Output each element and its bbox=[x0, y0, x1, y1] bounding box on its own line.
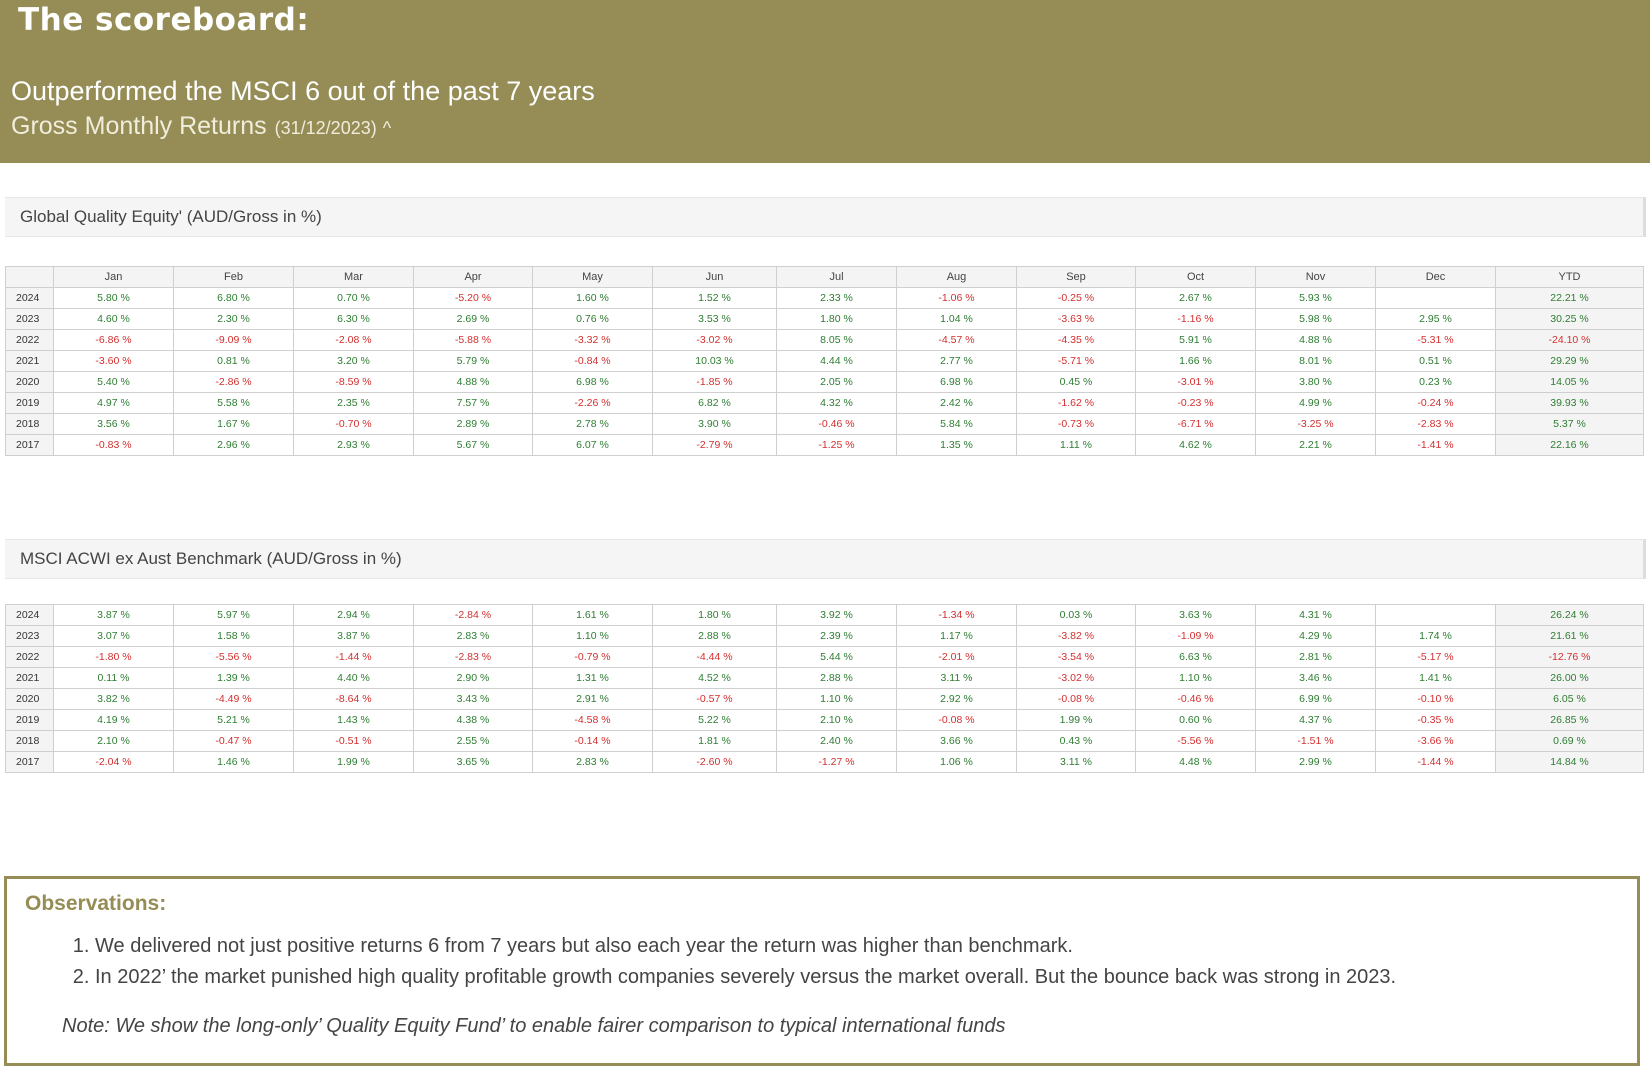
return-cell: 0.23 % bbox=[1376, 372, 1496, 393]
column-header: Nov bbox=[1256, 267, 1376, 288]
ytd-cell: 21.61 % bbox=[1496, 626, 1644, 647]
year-cell: 2023 bbox=[6, 309, 54, 330]
return-cell: 6.30 % bbox=[294, 309, 414, 330]
return-cell: 3.53 % bbox=[653, 309, 777, 330]
return-cell: 4.31 % bbox=[1256, 605, 1376, 626]
return-cell: 1.39 % bbox=[174, 668, 294, 689]
benchmark-table-title: MSCI ACWI ex Aust Benchmark (AUD/Gross in %) bbox=[20, 549, 402, 568]
year-cell: 2021 bbox=[6, 351, 54, 372]
return-cell: -3.02 % bbox=[1017, 668, 1136, 689]
column-header: Oct bbox=[1136, 267, 1256, 288]
return-cell: -2.83 % bbox=[414, 647, 533, 668]
year-cell: 2017 bbox=[6, 752, 54, 773]
table-row bbox=[6, 710, 1644, 731]
column-header: Dec bbox=[1376, 267, 1496, 288]
return-cell: 2.67 % bbox=[1136, 288, 1256, 309]
return-cell: 6.82 % bbox=[653, 393, 777, 414]
return-cell: -1.62 % bbox=[1017, 393, 1136, 414]
return-cell: -1.34 % bbox=[897, 605, 1017, 626]
table-row bbox=[6, 414, 1644, 435]
return-cell: -0.73 % bbox=[1017, 414, 1136, 435]
return-cell: -1.51 % bbox=[1256, 731, 1376, 752]
return-cell: -0.57 % bbox=[653, 689, 777, 710]
return-cell: 3.11 % bbox=[897, 668, 1017, 689]
return-cell: -0.24 % bbox=[1376, 393, 1496, 414]
ytd-cell: -24.10 % bbox=[1496, 330, 1644, 351]
return-cell: 5.93 % bbox=[1256, 288, 1376, 309]
return-cell: -3.02 % bbox=[653, 330, 777, 351]
table-row bbox=[6, 752, 1644, 773]
return-cell: 3.87 % bbox=[54, 605, 174, 626]
return-cell: -1.80 % bbox=[54, 647, 174, 668]
year-cell: 2024 bbox=[6, 605, 54, 626]
ytd-cell: 14.05 % bbox=[1496, 372, 1644, 393]
return-cell: -5.56 % bbox=[174, 647, 294, 668]
return-cell: 5.79 % bbox=[414, 351, 533, 372]
return-cell: 3.87 % bbox=[294, 626, 414, 647]
column-header: Jan bbox=[54, 267, 174, 288]
ytd-cell: 29.29 % bbox=[1496, 351, 1644, 372]
return-cell: -6.71 % bbox=[1136, 414, 1256, 435]
return-cell: 5.80 % bbox=[54, 288, 174, 309]
header-banner bbox=[0, 0, 1650, 163]
return-cell: -2.86 % bbox=[174, 372, 294, 393]
return-cell: -2.08 % bbox=[294, 330, 414, 351]
ytd-cell: 26.85 % bbox=[1496, 710, 1644, 731]
return-cell: 2.83 % bbox=[414, 626, 533, 647]
ytd-cell: 26.00 % bbox=[1496, 668, 1644, 689]
return-cell: 2.83 % bbox=[533, 752, 653, 773]
page-title: The scoreboard: bbox=[18, 2, 310, 38]
year-cell: 2024 bbox=[6, 288, 54, 309]
ytd-cell: 6.05 % bbox=[1496, 689, 1644, 710]
return-cell: -4.49 % bbox=[174, 689, 294, 710]
year-cell: 2018 bbox=[6, 731, 54, 752]
table-row bbox=[6, 647, 1644, 668]
return-cell: 2.90 % bbox=[414, 668, 533, 689]
return-cell: 3.11 % bbox=[1017, 752, 1136, 773]
return-cell: -0.47 % bbox=[174, 731, 294, 752]
return-cell: 5.97 % bbox=[174, 605, 294, 626]
return-cell: 2.99 % bbox=[1256, 752, 1376, 773]
year-cell: 2019 bbox=[6, 393, 54, 414]
column-header: Jul bbox=[777, 267, 897, 288]
return-cell: 2.10 % bbox=[777, 710, 897, 731]
return-cell: -4.58 % bbox=[533, 710, 653, 731]
return-cell: 5.22 % bbox=[653, 710, 777, 731]
return-cell: 2.93 % bbox=[294, 435, 414, 456]
fund-table-title: Global Quality Equity' (AUD/Gross in %) bbox=[20, 207, 322, 226]
return-cell: -3.63 % bbox=[1017, 309, 1136, 330]
column-header: Apr bbox=[414, 267, 533, 288]
return-cell: 3.46 % bbox=[1256, 668, 1376, 689]
return-cell: -0.14 % bbox=[533, 731, 653, 752]
return-cell: -5.71 % bbox=[1017, 351, 1136, 372]
return-cell: 0.76 % bbox=[533, 309, 653, 330]
year-cell: 2019 bbox=[6, 710, 54, 731]
table-row bbox=[6, 668, 1644, 689]
observation-item: 2. In 2022’ the market punished high quality profitable growth companies severely versus the market overall. But the bounce back was strong in 2023. bbox=[95, 962, 1635, 993]
ytd-cell: -12.76 % bbox=[1496, 647, 1644, 668]
return-cell: 6.80 % bbox=[174, 288, 294, 309]
return-cell: 1.10 % bbox=[533, 626, 653, 647]
return-cell: 2.10 % bbox=[54, 731, 174, 752]
return-cell: -8.64 % bbox=[294, 689, 414, 710]
return-cell: 4.32 % bbox=[777, 393, 897, 414]
return-cell: 4.37 % bbox=[1256, 710, 1376, 731]
return-cell: 2.21 % bbox=[1256, 435, 1376, 456]
return-cell: -2.83 % bbox=[1376, 414, 1496, 435]
return-cell: -5.56 % bbox=[1136, 731, 1256, 752]
table-row bbox=[6, 731, 1644, 752]
return-cell: -1.25 % bbox=[777, 435, 897, 456]
return-cell: 4.60 % bbox=[54, 309, 174, 330]
return-cell: 3.43 % bbox=[414, 689, 533, 710]
return-cell: -5.20 % bbox=[414, 288, 533, 309]
return-cell bbox=[1376, 288, 1496, 309]
return-cell: -0.79 % bbox=[533, 647, 653, 668]
return-cell: -5.17 % bbox=[1376, 647, 1496, 668]
return-cell: 2.30 % bbox=[174, 309, 294, 330]
return-cell: 5.40 % bbox=[54, 372, 174, 393]
return-cell: -0.83 % bbox=[54, 435, 174, 456]
ytd-cell: 0.69 % bbox=[1496, 731, 1644, 752]
return-cell: 4.44 % bbox=[777, 351, 897, 372]
return-cell: 4.52 % bbox=[653, 668, 777, 689]
return-cell: -0.70 % bbox=[294, 414, 414, 435]
year-cell: 2020 bbox=[6, 372, 54, 393]
return-cell: -8.59 % bbox=[294, 372, 414, 393]
return-cell: 2.42 % bbox=[897, 393, 1017, 414]
return-cell: -0.84 % bbox=[533, 351, 653, 372]
return-cell: 1.99 % bbox=[294, 752, 414, 773]
return-cell: 3.90 % bbox=[653, 414, 777, 435]
return-cell: -2.79 % bbox=[653, 435, 777, 456]
corner-cell bbox=[6, 267, 54, 288]
return-cell: 2.40 % bbox=[777, 731, 897, 752]
return-cell: -0.08 % bbox=[1017, 689, 1136, 710]
ytd-cell: 30.25 % bbox=[1496, 309, 1644, 330]
table-row bbox=[6, 330, 1644, 351]
return-cell: 1.06 % bbox=[897, 752, 1017, 773]
ytd-cell: 5.37 % bbox=[1496, 414, 1644, 435]
observations-box bbox=[4, 876, 1640, 1066]
ytd-cell: 39.93 % bbox=[1496, 393, 1644, 414]
return-cell: -5.31 % bbox=[1376, 330, 1496, 351]
return-cell: -0.23 % bbox=[1136, 393, 1256, 414]
ytd-cell: 14.84 % bbox=[1496, 752, 1644, 773]
return-cell: 1.46 % bbox=[174, 752, 294, 773]
subtitle bbox=[11, 112, 391, 141]
return-cell: 0.45 % bbox=[1017, 372, 1136, 393]
return-cell: 1.11 % bbox=[1017, 435, 1136, 456]
return-cell: -3.32 % bbox=[533, 330, 653, 351]
table-row bbox=[6, 288, 1644, 309]
benchmark-table-header bbox=[5, 539, 1646, 579]
return-cell: 3.56 % bbox=[54, 414, 174, 435]
return-cell: -1.44 % bbox=[1376, 752, 1496, 773]
return-cell: 6.63 % bbox=[1136, 647, 1256, 668]
headline: Outperformed the MSCI 6 out of the past 7 years bbox=[11, 76, 595, 106]
return-cell: -3.82 % bbox=[1017, 626, 1136, 647]
return-cell: 1.43 % bbox=[294, 710, 414, 731]
return-cell: 3.66 % bbox=[897, 731, 1017, 752]
column-header: May bbox=[533, 267, 653, 288]
return-cell: 1.31 % bbox=[533, 668, 653, 689]
benchmark-returns-table bbox=[5, 604, 1644, 773]
return-cell: 0.81 % bbox=[174, 351, 294, 372]
column-header: Sep bbox=[1017, 267, 1136, 288]
return-cell: 4.88 % bbox=[1256, 330, 1376, 351]
return-cell: -1.27 % bbox=[777, 752, 897, 773]
column-header: Mar bbox=[294, 267, 414, 288]
return-cell: -1.44 % bbox=[294, 647, 414, 668]
return-cell: 3.82 % bbox=[54, 689, 174, 710]
return-cell: -2.04 % bbox=[54, 752, 174, 773]
return-cell: 2.96 % bbox=[174, 435, 294, 456]
return-cell: -4.35 % bbox=[1017, 330, 1136, 351]
return-cell: 3.80 % bbox=[1256, 372, 1376, 393]
return-cell: 4.88 % bbox=[414, 372, 533, 393]
return-cell: 1.35 % bbox=[897, 435, 1017, 456]
as-of-date: (31/12/2023) bbox=[274, 118, 377, 138]
fund-table-header bbox=[5, 197, 1646, 237]
return-cell: 2.88 % bbox=[777, 668, 897, 689]
return-cell: -1.16 % bbox=[1136, 309, 1256, 330]
return-cell: 2.91 % bbox=[533, 689, 653, 710]
return-cell: 5.84 % bbox=[897, 414, 1017, 435]
observation-item: 1. We delivered not just positive returns 6 from 7 years but also each year the return was higher than benchmark. bbox=[95, 931, 1635, 962]
return-cell: -2.84 % bbox=[414, 605, 533, 626]
observations-list bbox=[57, 931, 1635, 993]
table-row bbox=[6, 351, 1644, 372]
return-cell: 3.07 % bbox=[54, 626, 174, 647]
return-cell: 5.44 % bbox=[777, 647, 897, 668]
return-cell: 1.80 % bbox=[777, 309, 897, 330]
return-cell: 2.78 % bbox=[533, 414, 653, 435]
return-cell: 2.95 % bbox=[1376, 309, 1496, 330]
return-cell: -3.60 % bbox=[54, 351, 174, 372]
table-row bbox=[6, 393, 1644, 414]
return-cell: 4.40 % bbox=[294, 668, 414, 689]
return-cell: 2.35 % bbox=[294, 393, 414, 414]
table-row bbox=[6, 689, 1644, 710]
year-cell: 2017 bbox=[6, 435, 54, 456]
return-cell: 4.38 % bbox=[414, 710, 533, 731]
return-cell: 2.55 % bbox=[414, 731, 533, 752]
observations-note: Note: We show the long-only’ Quality Equity Fund’ to enable fairer comparison to typical international funds bbox=[62, 1015, 1006, 1037]
table-row bbox=[6, 435, 1644, 456]
return-cell: -0.46 % bbox=[777, 414, 897, 435]
column-header: Jun bbox=[653, 267, 777, 288]
return-cell: -1.41 % bbox=[1376, 435, 1496, 456]
return-cell: 3.65 % bbox=[414, 752, 533, 773]
return-cell: -1.09 % bbox=[1136, 626, 1256, 647]
return-cell: 1.67 % bbox=[174, 414, 294, 435]
year-cell: 2023 bbox=[6, 626, 54, 647]
return-cell: -9.09 % bbox=[174, 330, 294, 351]
return-cell: -3.01 % bbox=[1136, 372, 1256, 393]
return-cell: -6.86 % bbox=[54, 330, 174, 351]
return-cell: -3.25 % bbox=[1256, 414, 1376, 435]
return-cell: 4.48 % bbox=[1136, 752, 1256, 773]
return-cell: 1.41 % bbox=[1376, 668, 1496, 689]
column-header: Aug bbox=[897, 267, 1017, 288]
return-cell: 6.07 % bbox=[533, 435, 653, 456]
return-cell: 1.10 % bbox=[777, 689, 897, 710]
return-cell: 2.88 % bbox=[653, 626, 777, 647]
return-cell: 0.43 % bbox=[1017, 731, 1136, 752]
return-cell: 3.92 % bbox=[777, 605, 897, 626]
return-cell: 1.74 % bbox=[1376, 626, 1496, 647]
return-cell: -4.57 % bbox=[897, 330, 1017, 351]
return-cell: 1.66 % bbox=[1136, 351, 1256, 372]
return-cell: 0.60 % bbox=[1136, 710, 1256, 731]
return-cell: 1.52 % bbox=[653, 288, 777, 309]
return-cell: -2.01 % bbox=[897, 647, 1017, 668]
column-header: YTD bbox=[1496, 267, 1644, 288]
subtitle-text: Gross Monthly Returns bbox=[11, 112, 267, 140]
return-cell: 2.33 % bbox=[777, 288, 897, 309]
return-cell: 2.89 % bbox=[414, 414, 533, 435]
return-cell: 5.58 % bbox=[174, 393, 294, 414]
return-cell: -0.10 % bbox=[1376, 689, 1496, 710]
return-cell: 10.03 % bbox=[653, 351, 777, 372]
ytd-cell: 22.16 % bbox=[1496, 435, 1644, 456]
return-cell: -0.46 % bbox=[1136, 689, 1256, 710]
table-row bbox=[6, 372, 1644, 393]
return-cell: 6.98 % bbox=[533, 372, 653, 393]
return-cell: 2.81 % bbox=[1256, 647, 1376, 668]
year-cell: 2018 bbox=[6, 414, 54, 435]
return-cell: 0.70 % bbox=[294, 288, 414, 309]
return-cell: 4.62 % bbox=[1136, 435, 1256, 456]
return-cell: 2.39 % bbox=[777, 626, 897, 647]
return-cell: -3.54 % bbox=[1017, 647, 1136, 668]
year-cell: 2021 bbox=[6, 668, 54, 689]
return-cell: 2.05 % bbox=[777, 372, 897, 393]
return-cell: 8.05 % bbox=[777, 330, 897, 351]
return-cell: 0.03 % bbox=[1017, 605, 1136, 626]
return-cell: 7.57 % bbox=[414, 393, 533, 414]
return-cell: 0.11 % bbox=[54, 668, 174, 689]
return-cell: 4.19 % bbox=[54, 710, 174, 731]
return-cell: 4.29 % bbox=[1256, 626, 1376, 647]
return-cell: 1.81 % bbox=[653, 731, 777, 752]
return-cell: -0.08 % bbox=[897, 710, 1017, 731]
return-cell: -0.35 % bbox=[1376, 710, 1496, 731]
return-cell: 2.69 % bbox=[414, 309, 533, 330]
return-cell: 3.20 % bbox=[294, 351, 414, 372]
year-cell: 2022 bbox=[6, 647, 54, 668]
year-cell: 2022 bbox=[6, 330, 54, 351]
return-cell: -0.25 % bbox=[1017, 288, 1136, 309]
return-cell: 1.61 % bbox=[533, 605, 653, 626]
return-cell: 1.60 % bbox=[533, 288, 653, 309]
return-cell: 1.04 % bbox=[897, 309, 1017, 330]
return-cell: -4.44 % bbox=[653, 647, 777, 668]
return-cell: 1.10 % bbox=[1136, 668, 1256, 689]
return-cell: 2.77 % bbox=[897, 351, 1017, 372]
return-cell: -1.06 % bbox=[897, 288, 1017, 309]
return-cell: 6.98 % bbox=[897, 372, 1017, 393]
return-cell: -0.51 % bbox=[294, 731, 414, 752]
table-row bbox=[6, 309, 1644, 330]
return-cell: 4.97 % bbox=[54, 393, 174, 414]
return-cell: 5.98 % bbox=[1256, 309, 1376, 330]
return-cell: -2.60 % bbox=[653, 752, 777, 773]
return-cell: -1.85 % bbox=[653, 372, 777, 393]
table-row bbox=[6, 626, 1644, 647]
ytd-cell: 22.21 % bbox=[1496, 288, 1644, 309]
return-cell: 3.63 % bbox=[1136, 605, 1256, 626]
return-cell: 2.94 % bbox=[294, 605, 414, 626]
return-cell: -5.88 % bbox=[414, 330, 533, 351]
return-cell: 1.80 % bbox=[653, 605, 777, 626]
fund-returns-table bbox=[5, 266, 1644, 456]
column-header: Feb bbox=[174, 267, 294, 288]
return-cell: 6.99 % bbox=[1256, 689, 1376, 710]
return-cell: 5.67 % bbox=[414, 435, 533, 456]
return-cell: 2.92 % bbox=[897, 689, 1017, 710]
observations-title: Observations: bbox=[25, 892, 167, 915]
return-cell: 0.51 % bbox=[1376, 351, 1496, 372]
return-cell: 1.99 % bbox=[1017, 710, 1136, 731]
year-cell: 2020 bbox=[6, 689, 54, 710]
return-cell: -3.66 % bbox=[1376, 731, 1496, 752]
return-cell: 8.01 % bbox=[1256, 351, 1376, 372]
return-cell: 1.58 % bbox=[174, 626, 294, 647]
ytd-cell: 26.24 % bbox=[1496, 605, 1644, 626]
return-cell bbox=[1376, 605, 1496, 626]
return-cell: 4.99 % bbox=[1256, 393, 1376, 414]
table-row bbox=[6, 605, 1644, 626]
return-cell: -2.26 % bbox=[533, 393, 653, 414]
return-cell: 5.21 % bbox=[174, 710, 294, 731]
collapse-caret-icon[interactable]: ^ bbox=[382, 118, 392, 138]
return-cell: 5.91 % bbox=[1136, 330, 1256, 351]
return-cell: 1.17 % bbox=[897, 626, 1017, 647]
